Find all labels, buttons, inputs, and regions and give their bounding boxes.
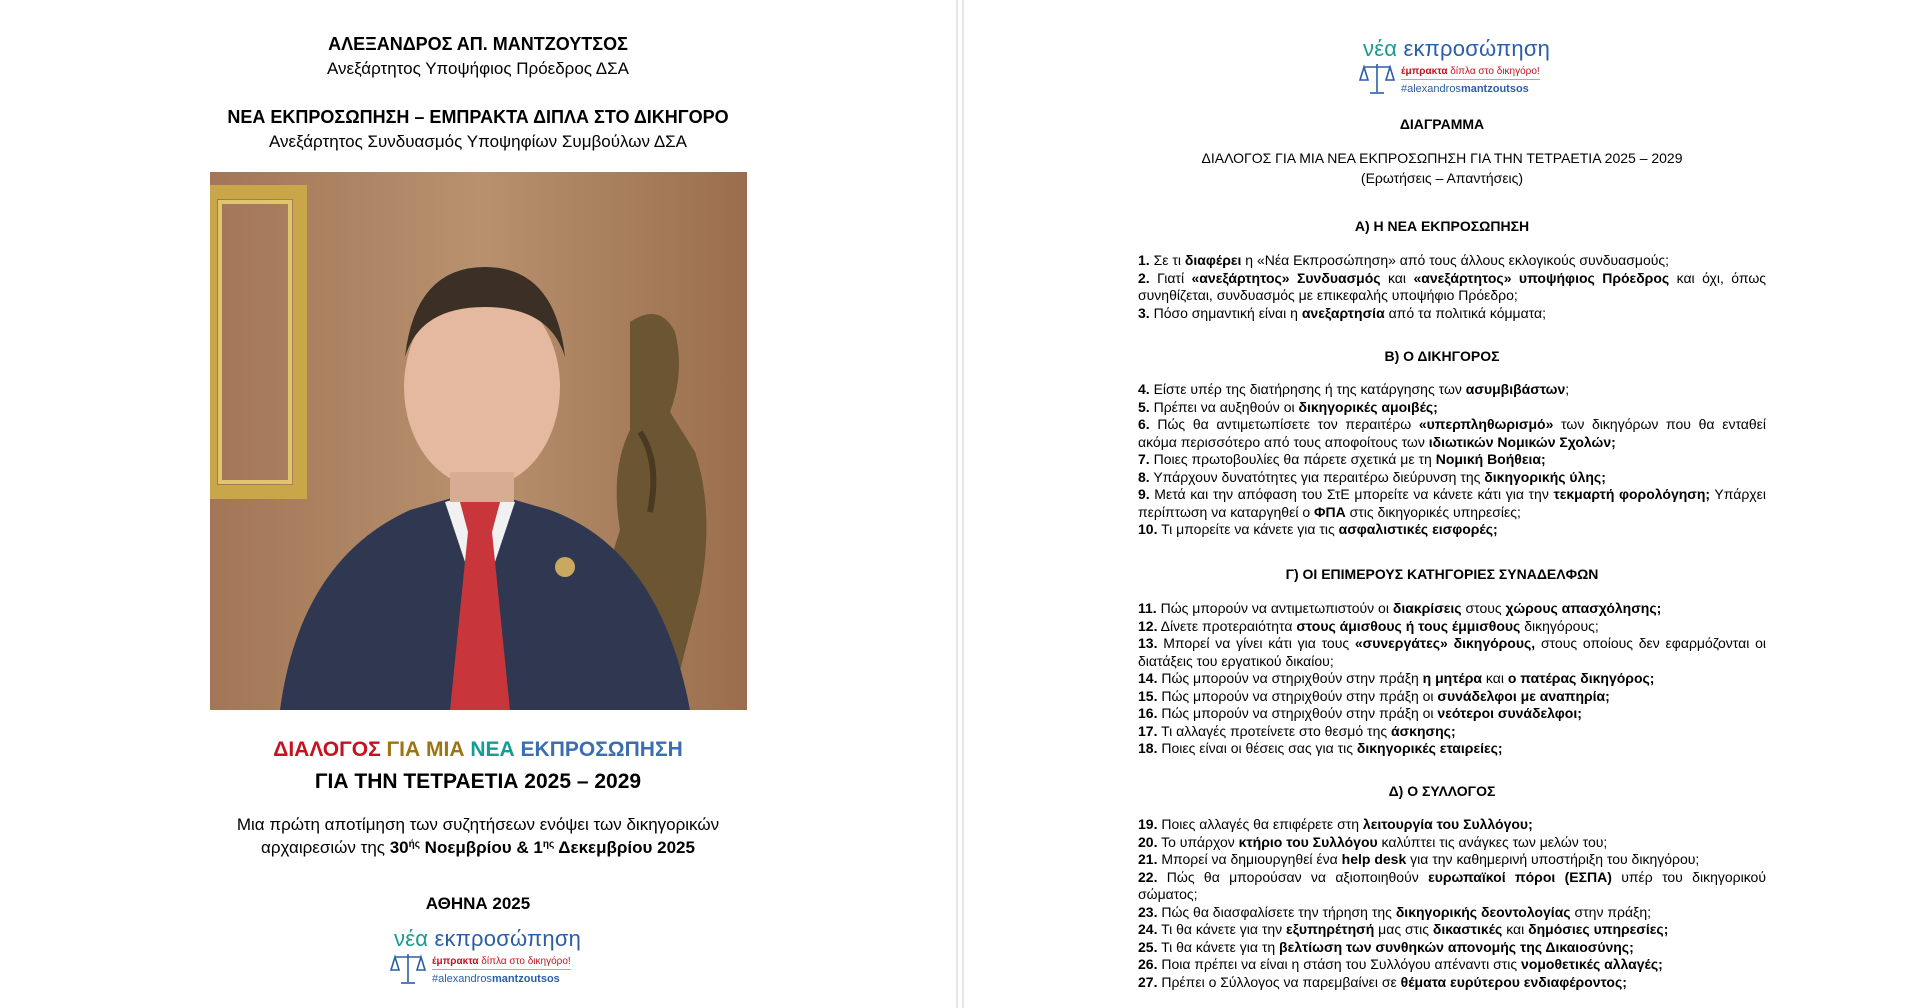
- place-year: ΑΘΗΝΑ 2025: [425, 894, 531, 913]
- question-emphasis: 9.: [1138, 486, 1150, 502]
- question-text: και: [1380, 269, 1414, 286]
- question-emphasis: δικηγορικής δεοντολογίας: [1395, 903, 1571, 920]
- question-text: Πρέπει να αυξηθούν οι: [1149, 398, 1299, 415]
- question-text: Γιατί: [1149, 269, 1192, 286]
- question-text: ;: [1565, 381, 1570, 397]
- question-emphasis: δικηγορικές εταιρείες;: [1356, 740, 1503, 756]
- outline-heading: ΔΙΑΓΡΑΜΜΑ: [1399, 116, 1485, 132]
- question-item: [1138, 270, 1766, 305]
- question-text: Ποιες πρωτοβουλίες θα πάρετε σχετικά με τη: [1149, 451, 1436, 467]
- question-emphasis: χώρους απασχόλησης;: [1505, 600, 1662, 616]
- date-2-num: 1: [533, 838, 543, 857]
- question-emphasis: δικηγορικής ύλης;: [1484, 468, 1606, 485]
- scales-of-justice-icon: [390, 952, 426, 986]
- logo-tagline: [1401, 66, 1540, 80]
- question-text: δικηγόρους;: [1520, 617, 1599, 634]
- question-list: [1138, 816, 1766, 991]
- question-item: [1138, 921, 1766, 939]
- question-item: [1138, 521, 1766, 539]
- question-emphasis: λειτουργία του Συλλόγου;: [1362, 816, 1533, 832]
- question-emphasis: νεότεροι συνάδελφοι;: [1437, 705, 1582, 721]
- question-list: [1138, 252, 1766, 322]
- question-emphasis: ιδιωτικών Νομικών Σχολών;: [1428, 433, 1616, 450]
- question-emphasis: 21.: [1138, 851, 1158, 867]
- question-text: Πώς θα αντιμετωπίσετε τον περαιτέρω: [1149, 416, 1419, 432]
- campaign-logo: [386, 926, 582, 992]
- question-text: Υπάρχει περίπτωση να καταργηθεί ο: [1138, 486, 1766, 520]
- question-text: και όχι, όπως συνηθίζεται, συνδυασμός με επικεφαλής υποψήφιο Πρόεδρο;: [1138, 269, 1767, 303]
- question-text: στους: [1461, 600, 1506, 616]
- question-emphasis: 27.: [1138, 973, 1158, 990]
- question-text: Δίνετε προτεραιότητα: [1157, 617, 1297, 634]
- question-item: [1138, 974, 1766, 992]
- question-emphasis: «ανεξάρτητος» υποψήφιος Πρόεδρος: [1413, 269, 1670, 286]
- question-text: Μετά και την απόφαση του ΣτΕ μπορείτε να κάνετε κάτι για την: [1149, 486, 1554, 502]
- question-text: Ποιες αλλαγές θα επιφέρετε στη: [1157, 816, 1363, 832]
- question-text: Πώς θα μπορούσαν να αξιοποιηθούν: [1157, 868, 1429, 885]
- question-emphasis: ο πατέρας δικηγόρος;: [1507, 670, 1655, 686]
- logo-tagline-bold: έμπρακτα: [1401, 66, 1448, 77]
- question-text: μας στις: [1374, 921, 1433, 937]
- section-title: Α) Η ΝΕΑ ΕΚΠΡΟΣΩΠΗΣΗ: [1354, 218, 1530, 234]
- question-text: Το υπάρχον: [1157, 833, 1239, 850]
- question-text: Μπορεί να γίνει κάτι για τους: [1157, 635, 1355, 651]
- outline-title: ΔΙΑΛΟΓΟΣ ΓΙΑ ΜΙΑ ΝΕΑ ΕΚΠΡΟΣΩΠΗΣΗ ΓΙΑ ΤΗΝ ΤΕΤΡΑΕΤΙΑ 2025 – 2029: [1201, 150, 1683, 166]
- date-2-suffix: ης: [542, 839, 555, 850]
- question-text: Υπάρχουν δυνατότητες για περαιτέρω διεύρυνση της: [1149, 468, 1485, 485]
- question-emphasis: 25.: [1138, 938, 1158, 955]
- question-emphasis: 1.: [1138, 252, 1150, 268]
- campaign-logo: [1355, 36, 1551, 102]
- question-text: και: [1502, 921, 1529, 937]
- intro-line-2: [0, 838, 956, 858]
- logo-tagline-bold: έμπρακτα: [432, 956, 479, 967]
- question-emphasis: 18.: [1138, 740, 1158, 756]
- question-emphasis: «ανεξάρτητος» Συνδυασμός: [1191, 269, 1381, 286]
- logo-hashtag-prefix: #alexandros: [1401, 83, 1461, 95]
- question-emphasis: ασφαλιστικές εισφορές;: [1338, 521, 1498, 537]
- logo-hashtag-bold: mantzoutsos: [491, 973, 560, 985]
- question-emphasis: βελτίωση των συνθηκών απονομής της Δικαιοσύνης;: [1279, 938, 1634, 955]
- question-emphasis: 6.: [1138, 416, 1150, 432]
- question-item: [1138, 723, 1766, 741]
- question-item: [1138, 416, 1766, 451]
- logo-tagline-rest: δίπλα στο δικηγόρο!: [478, 956, 571, 967]
- question-emphasis: δικαστικές: [1432, 921, 1503, 937]
- question-item: [1138, 381, 1766, 399]
- dialogue-title-word4: ΕΚΠΡΟΣΩΠΗΣΗ: [520, 738, 683, 761]
- question-emphasis: ανεξαρτησία: [1301, 304, 1385, 321]
- slate-title: ΝΕΑ ΕΚΠΡΟΣΩΠΗΣΗ – ΕΜΠΡΑΚΤΑ ΔΙΠΛΑ ΣΤΟ ΔΙΚΗΓΟΡΟ: [227, 107, 729, 127]
- question-text: η «Νέα Εκπροσώπηση» από τους άλλους εκλογικούς συνδυασμούς;: [1241, 252, 1670, 268]
- date-2-month: Δεκεμβρίου 2025: [554, 838, 695, 857]
- question-text: καλύπτει τις ανάγκες των μελών του;: [1377, 833, 1608, 850]
- cover-page: [0, 0, 956, 1008]
- question-item: [1138, 904, 1766, 922]
- question-text: στις δικηγορικές υπηρεσίες;: [1345, 503, 1521, 520]
- question-emphasis: νομοθετικές αλλαγές;: [1521, 956, 1663, 972]
- question-text: Πόσο σημαντική είναι η: [1149, 304, 1302, 321]
- page-divider: [956, 0, 958, 1008]
- question-item: [1138, 851, 1766, 869]
- question-emphasis: θέματα ευρύτερου ενδιαφέροντος;: [1400, 973, 1627, 990]
- intro-line-1: Μια πρώτη αποτίμηση των συζητήσεων ενόψει των δικηγορικών: [236, 815, 720, 834]
- question-text: και: [1482, 670, 1508, 686]
- question-emphasis: ασυμβιβάστων: [1465, 381, 1566, 397]
- question-text: Είστε υπέρ της διατήρησης ή της κατάργησης των: [1149, 381, 1466, 397]
- question-emphasis: διακρίσεις: [1392, 600, 1462, 616]
- question-emphasis: help desk: [1341, 851, 1407, 867]
- question-emphasis: άσκησης;: [1391, 722, 1456, 739]
- question-text: Σε τι: [1149, 252, 1185, 268]
- question-text: Ποια πρέπει να είναι η στάση του Συλλόγου απέναντι στις: [1157, 956, 1522, 972]
- question-item: [1138, 469, 1766, 487]
- question-item: [1138, 635, 1766, 670]
- question-emphasis: 16.: [1138, 705, 1158, 721]
- question-text: Μπορεί να δημιουργηθεί ένα: [1157, 851, 1342, 867]
- candidate-name: ΑΛΕΞΑΝΔΡΟΣ ΑΠ. ΜΑΝΤΖΟΥΤΣΟΣ: [328, 34, 628, 54]
- logo-word-nea: νέα: [1363, 36, 1398, 61]
- question-emphasis: 11.: [1138, 600, 1157, 616]
- question-emphasis: 2.: [1138, 269, 1150, 286]
- question-emphasis: 8.: [1138, 468, 1150, 485]
- question-emphasis: κτήριο του Συλλόγου: [1238, 833, 1378, 850]
- question-item: [1138, 451, 1766, 469]
- question-list: [1138, 381, 1766, 539]
- question-emphasis: διαφέρει: [1184, 252, 1242, 268]
- logo-wordmark: [1363, 36, 1550, 62]
- question-text: των δικηγόρων που θα ενταθεί ακόμα περισσότερο από τους αποφοίτους των: [1138, 416, 1767, 450]
- logo-word-ekp: εκπροσώπηση: [1403, 36, 1551, 61]
- question-item: [1138, 600, 1766, 618]
- question-emphasis: 17.: [1138, 722, 1158, 739]
- section-title: Δ) Ο ΣΥΛΛΟΓΟΣ: [1388, 783, 1496, 799]
- logo-hashtag: [1401, 83, 1529, 95]
- question-item: [1138, 305, 1766, 323]
- question-item: [1138, 740, 1766, 758]
- question-item: [1138, 618, 1766, 636]
- question-emphasis: 23.: [1138, 903, 1158, 920]
- question-emphasis: η μητέρα: [1422, 670, 1483, 686]
- question-text: Τι θα κάνετε για τη: [1157, 938, 1280, 955]
- question-emphasis: 5.: [1138, 398, 1150, 415]
- question-emphasis: δημόσιες υπηρεσίες;: [1528, 921, 1669, 937]
- question-text: Πώς μπορούν να αντιμετωπιστούν οι: [1156, 600, 1393, 616]
- question-emphasis: 24.: [1138, 921, 1158, 937]
- question-item: [1138, 688, 1766, 706]
- question-list: [1138, 600, 1766, 758]
- question-emphasis: τεκμαρτή φορολόγηση;: [1553, 486, 1711, 502]
- question-text: Τι θα κάνετε για την: [1157, 921, 1287, 937]
- section-title: Γ) ΟΙ ΕΠΙΜΕΡΟΥΣ ΚΑΤΗΓΟΡΙΕΣ ΣΥΝΑΔΕΛΦΩΝ: [1285, 566, 1599, 582]
- question-emphasis: «υπερπληθωρισμό»: [1418, 416, 1554, 432]
- question-emphasis: 10.: [1138, 521, 1158, 537]
- logo-wordmark: [394, 926, 581, 952]
- candidate-role: Ανεξάρτητος Υποψήφιος Πρόεδρος ΔΣΑ: [326, 59, 629, 78]
- section-title: Β) Ο ΔΙΚΗΓΟΡΟΣ: [1384, 348, 1500, 364]
- date-1-num: 30: [389, 838, 409, 857]
- question-emphasis: δικηγορικές αμοιβές;: [1298, 398, 1438, 415]
- question-text: στην πράξη;: [1570, 903, 1651, 920]
- question-emphasis: 20.: [1138, 833, 1158, 850]
- question-emphasis: 12.: [1138, 617, 1158, 634]
- question-emphasis: 7.: [1138, 451, 1150, 467]
- dialogue-title-word3: ΝΕΑ: [470, 738, 515, 761]
- logo-word-ekp: εκπροσώπηση: [434, 926, 582, 951]
- logo-hashtag-prefix: #alexandros: [432, 973, 492, 985]
- question-text: Πώς θα διασφαλίσετε την τήρηση της: [1157, 903, 1396, 920]
- question-text: Τι αλλαγές προτείνετε στο θεσμό της: [1157, 722, 1391, 739]
- dialogue-subtitle: ΓΙΑ ΤΗΝ ΤΕΤΡΑΕΤΙΑ 2025 – 2029: [314, 770, 642, 793]
- question-item: [1138, 399, 1766, 417]
- question-item: [1138, 670, 1766, 688]
- question-emphasis: 13.: [1138, 635, 1158, 651]
- question-item: [1138, 939, 1766, 957]
- question-item: [1138, 816, 1766, 834]
- question-emphasis: 3.: [1138, 304, 1150, 321]
- question-text: Πρέπει ο Σύλλογος να παρεμβαίνει σε: [1157, 973, 1401, 990]
- question-text: Ποιες είναι οι θέσεις σας για τις: [1157, 740, 1357, 756]
- question-text: Πώς μπορούν να στηριχθούν στην πράξη οι: [1157, 687, 1438, 704]
- question-item: [1138, 956, 1766, 974]
- candidate-photo: [210, 172, 747, 710]
- question-item: [1138, 486, 1766, 521]
- date-1: [390, 838, 695, 857]
- dialogue-title: [0, 738, 956, 762]
- date-1-suffix: ής: [408, 839, 420, 850]
- question-emphasis: 14.: [1138, 670, 1158, 686]
- question-emphasis: 22.: [1138, 868, 1158, 885]
- question-emphasis: 15.: [1138, 687, 1158, 704]
- scales-of-justice-icon: [1359, 62, 1395, 96]
- question-emphasis: Νομική Βοήθεια;: [1435, 451, 1546, 467]
- question-emphasis: ευρωπαϊκοί πόροι (ΕΣΠΑ): [1428, 868, 1612, 885]
- question-item: [1138, 705, 1766, 723]
- question-emphasis: 19.: [1138, 816, 1158, 832]
- logo-word-nea: νέα: [394, 926, 429, 951]
- dialogue-title-word2: ΓΙΑ ΜΙΑ: [386, 738, 465, 761]
- logo-hashtag-bold: mantzoutsos: [1460, 83, 1529, 95]
- question-item: [1138, 869, 1766, 904]
- question-emphasis: συνάδελφοι με αναπηρία;: [1437, 687, 1610, 704]
- outline-subtitle: (Ερωτήσεις – Απαντήσεις): [1360, 170, 1524, 186]
- logo-hashtag: [432, 973, 560, 985]
- question-emphasis: εξυπηρέτησή: [1286, 921, 1375, 937]
- question-text: Πώς μπορούν να στηριχθούν στην πράξη οι: [1157, 705, 1438, 721]
- question-text: Πώς μπορούν να στηριχθούν στην πράξη: [1157, 670, 1423, 686]
- question-text: από τα πολιτικά κόμματα;: [1384, 304, 1547, 321]
- question-text: Τι μπορείτε να κάνετε για τις: [1157, 521, 1339, 537]
- question-emphasis: «συνεργάτες» δικηγόρους,: [1354, 635, 1536, 651]
- dialogue-title-word1: ΔΙΑΛΟΓΟΣ: [273, 738, 381, 761]
- question-emphasis: 4.: [1138, 381, 1150, 397]
- logo-tagline-rest: δίπλα στο δικηγόρο!: [1447, 66, 1540, 77]
- question-text: υπέρ του δικηγορικού σώματος;: [1138, 868, 1766, 902]
- slate-subtitle: Ανεξάρτητος Συνδυασμός Υποψηφίων Συμβούλων ΔΣΑ: [268, 132, 688, 151]
- question-emphasis: 26.: [1138, 956, 1158, 972]
- question-text: για την καθημερινή υποστήριξη του δικηγόρου;: [1406, 851, 1700, 867]
- logo-tagline: [432, 956, 571, 970]
- question-item: [1138, 834, 1766, 852]
- date-1-month: Νοεμβρίου &: [419, 838, 534, 857]
- question-emphasis: στους άμισθους ή τους έμμισθους: [1296, 617, 1521, 634]
- question-emphasis: ΦΠΑ: [1314, 503, 1346, 520]
- question-item: [1138, 252, 1766, 270]
- question-text: στους οποίους δεν εφαρμόζονται οι διατάξεις του εργατικού δικαίου;: [1138, 635, 1767, 669]
- intro-prefix: αρχαιρεσιών της: [261, 838, 390, 857]
